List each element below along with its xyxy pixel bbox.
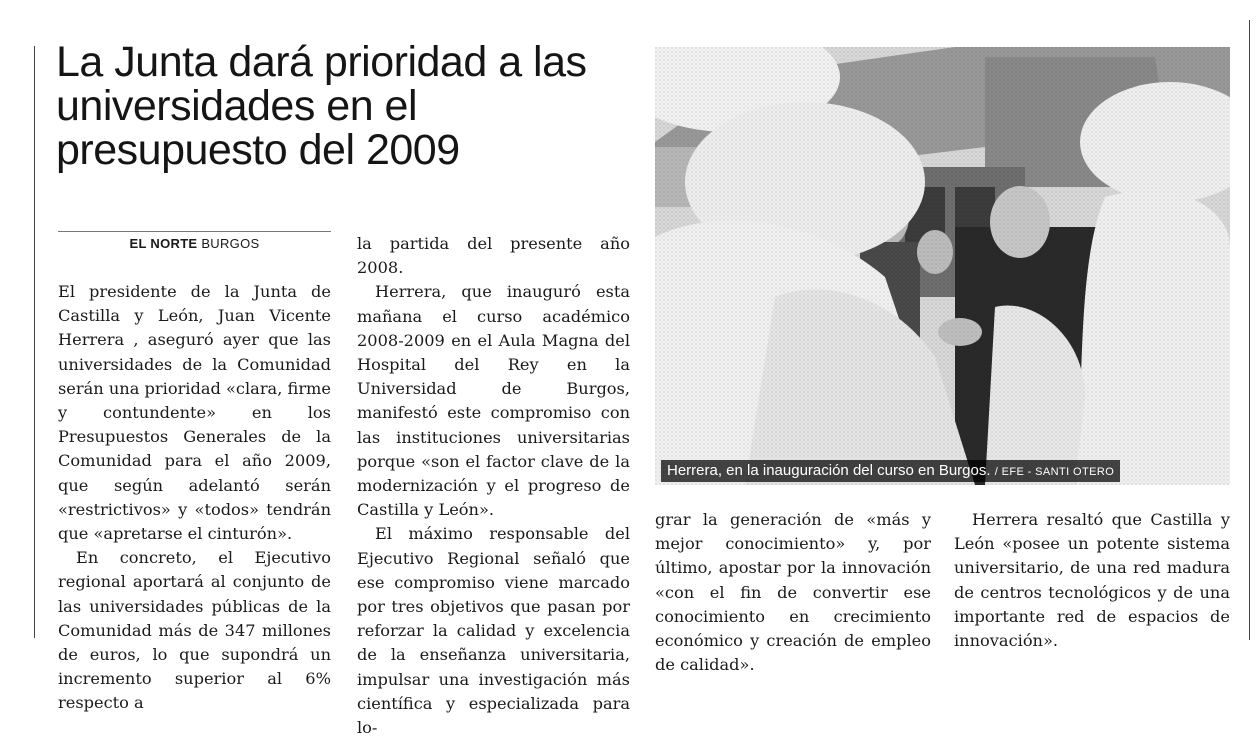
paragraph: grar la generación de «más y mejor conocimiento» y, por último, apostar por la innovación «con el fin de convertir ese conocimiento en crecimiento económico y creación de empleo de calidad». — [655, 510, 931, 675]
photo-caption — [661, 460, 1120, 482]
paragraph: En concreto, el Ejecutivo regional aportará al conjunto de las universidades públicas de la Comunidad más de 347 millones de euros, lo que supondrá un incremento superior al 6% respecto a — [58, 548, 331, 713]
byline-city: BURGOS — [201, 236, 260, 251]
article-column-2 — [357, 232, 630, 740]
paragraph: Herrera resaltó que Castilla y León «posee un potente sistema universitario, de una red madura de centros tecnológicos y de una importante red de espacios de innovación». — [954, 510, 1230, 651]
paragraph: El presidente de la Junta de Castilla y León, Juan Vicente Herrera , aseguró ayer que las universidades de la Comunidad serán una prioridad «clara, firme y contundente» en los Presupuestos Generales de la Comunidad para el año 2009, que según adelantó serán «restrictivos» y «todos» tendrán que «apretarse el cinturón». — [58, 282, 331, 544]
photo-credit: / EFE - SANTI OTERO — [994, 466, 1115, 478]
news-photo — [655, 47, 1230, 485]
article-column-4 — [954, 508, 1230, 653]
right-edge-rule — [1249, 20, 1250, 640]
article-column-1 — [58, 280, 331, 716]
photo-illustration — [655, 47, 1230, 485]
paragraph: la partida del presente año 2008. — [357, 234, 630, 278]
paragraph: El máximo responsable del Ejecutivo Regional señaló que ese compromiso viene marcado por tres objetivos que pasan por reforzar la calidad y excelencia de la enseñanza universitaria, impulsar una investigación más científica y especializada para lo- — [357, 524, 630, 738]
headline: La Junta dará prioridad a las universidades en el presupuesto del 2009 — [56, 38, 587, 174]
byline — [58, 236, 331, 251]
byline-rule — [58, 231, 331, 232]
byline-outlet: EL NORTE — [129, 236, 198, 251]
left-column-rule — [34, 46, 35, 638]
caption-text: Herrera, en la inauguración del curso en Burgos. — [667, 462, 991, 479]
paragraph: Herrera, que inauguró esta mañana el curso académico 2008-2009 en el Aula Magna del Hospital del Rey en la Universidad de Burgos, manifestó este compromiso con las instituciones universitarias porque «son el factor clave de la modernización y el progreso de Castilla y León». — [357, 282, 630, 520]
article-column-3 — [655, 508, 931, 677]
